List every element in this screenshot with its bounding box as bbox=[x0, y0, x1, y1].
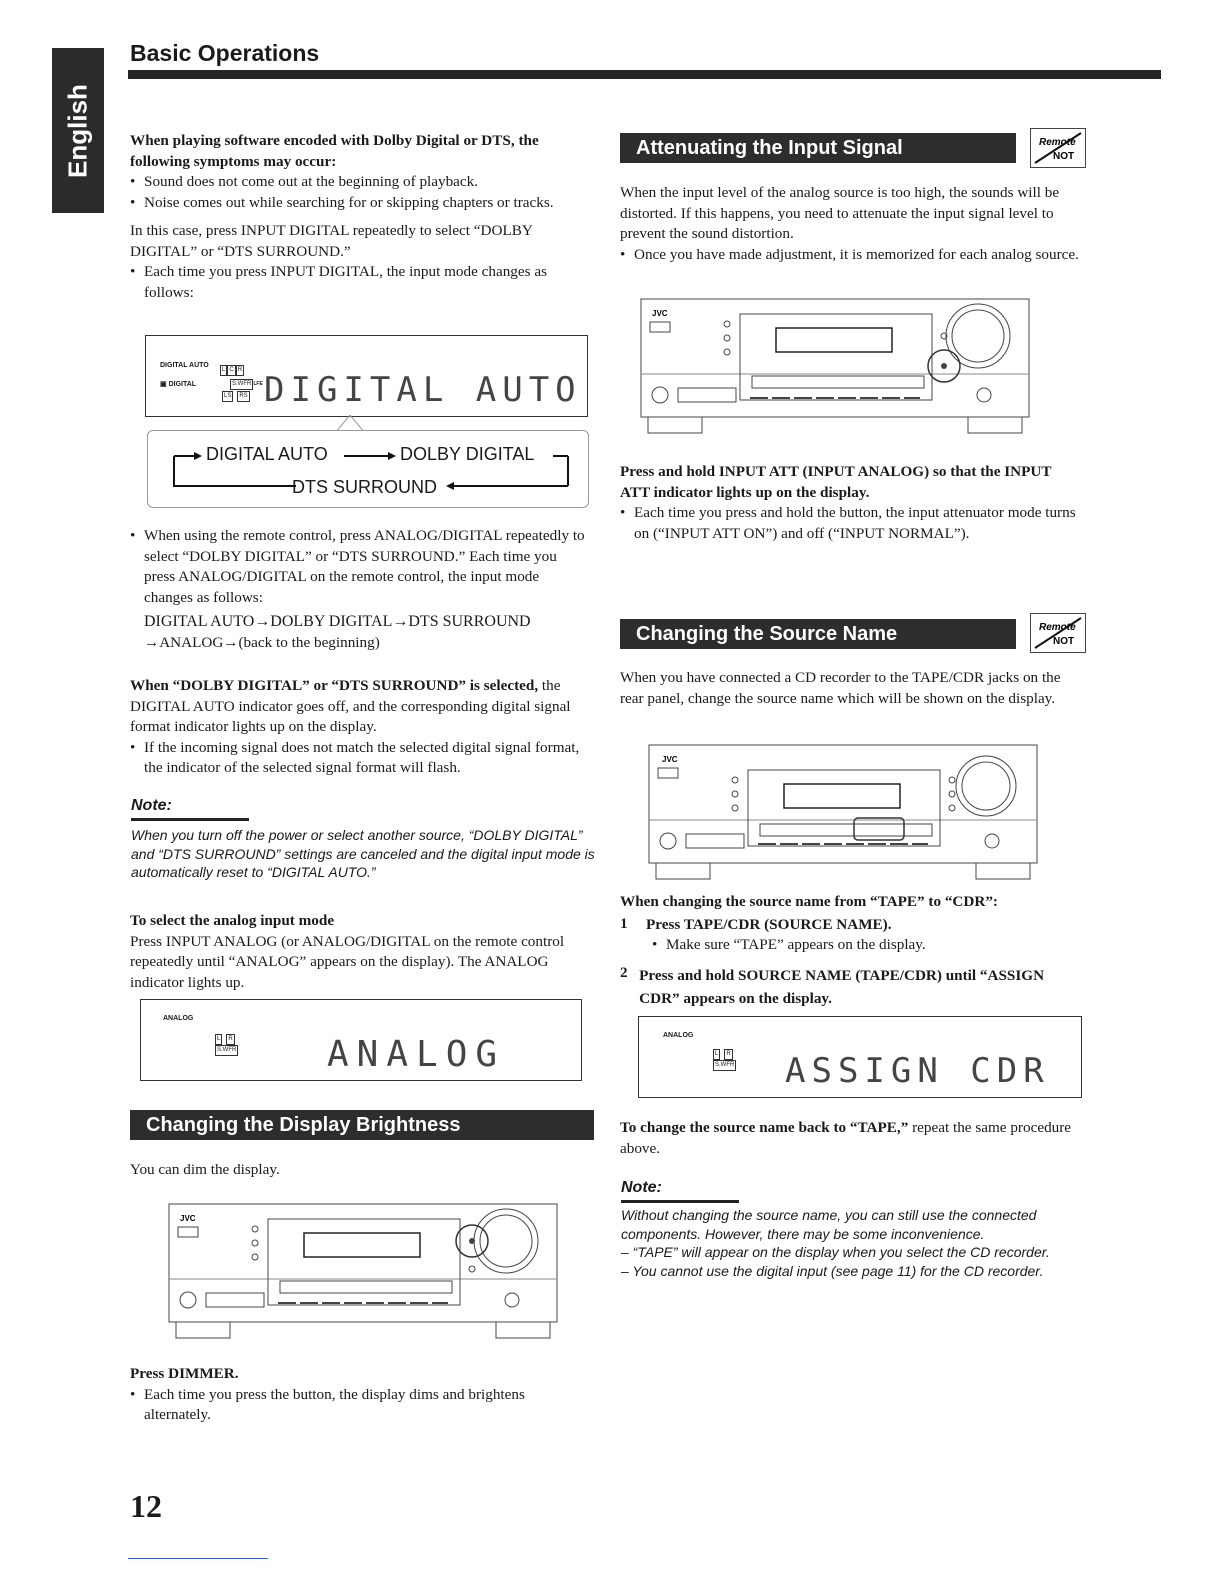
step-2: 2 Press and hold SOURCE NAME (TAPE/CDR) until “ASSIGN CDR” appears on the display. bbox=[620, 964, 1082, 1010]
back-heading: To change the source name back to “TAPE,” bbox=[620, 1119, 909, 1136]
analog-text: Press INPUT ANALOG (or ANALOG/DIGITAL on the remote control repeatedly until “ANALOG” appears on the display). The ANALOG indicator lights up. bbox=[130, 932, 565, 991]
mode-flow-diagram bbox=[147, 430, 589, 508]
note-rule bbox=[621, 1200, 739, 1203]
attenuate-block bbox=[620, 183, 1080, 265]
footer-rule bbox=[128, 1558, 268, 1559]
note-item: – “TAPE” will appear on the display when you select the CD recorder. bbox=[621, 1244, 1050, 1260]
page-title: Basic Operations bbox=[130, 40, 320, 66]
brightness-text: You can dim the display. bbox=[130, 1161, 280, 1178]
list-item: • When using the remote control, press ANALOG/DIGITAL repeatedly to select “DOLBY DIGITAL” or “DTS SURROUND.” Each time you press ANALOG/DIGITAL on the remote control, the input mode changes as follows: bbox=[130, 526, 590, 608]
analog-heading: To select the analog input mode bbox=[130, 912, 335, 929]
remote-crossed-icon bbox=[1031, 614, 1085, 652]
intro-heading: When playing software encoded with Dolby Digital or DTS, the following symptoms may occur: bbox=[130, 132, 539, 170]
receiver-illustration-source-name bbox=[648, 744, 1040, 880]
remote-not-badge bbox=[1030, 613, 1086, 653]
display-text: DIGITAL AUTO bbox=[264, 370, 582, 410]
flow-item-dts-surround: DTS SURROUND bbox=[292, 477, 438, 497]
flow-item-dolby-digital: DOLBY DIGITAL bbox=[400, 444, 535, 464]
instruction-text: In this case, press INPUT DIGITAL repeatedly to select “DOLBY DIGITAL” or “DTS SURROUND.” bbox=[130, 222, 533, 260]
note-text: Without changing the source name, you can still use the connected components. However, there may be some inconvenience. bbox=[621, 1207, 1037, 1242]
section-title-brightness: Changing the Display Brightness bbox=[130, 1110, 594, 1140]
section-title-attenuate: Attenuating the Input Signal bbox=[620, 133, 1016, 163]
channel-indicators: L C R bbox=[220, 358, 244, 376]
note-item: – You cannot use the digital input (see page 11) for the CD recorder. bbox=[621, 1262, 1044, 1279]
svg-text:NOT: NOT bbox=[1053, 636, 1075, 647]
display-assign-cdr: ANALOG L R S.WFR ASSIGN CDR bbox=[638, 1016, 1082, 1098]
brand-logo: JVC bbox=[652, 309, 668, 318]
svg-text:NOT: NOT bbox=[1053, 151, 1075, 162]
source-text: When you have connected a CD recorder to the TAPE/CDR jacks on the rear panel, change the source name which will be shown on the display. bbox=[620, 669, 1061, 707]
receiver-illustration-dimmer bbox=[168, 1203, 560, 1339]
dimmer-heading: Press DIMMER. bbox=[130, 1365, 239, 1382]
list-item: • Noise comes out while searching for or skipping chapters or tracks. bbox=[130, 193, 592, 214]
analog-block bbox=[130, 911, 590, 993]
list-item: • Each time you press and hold the button, the input attenuator mode turns on (“INPUT ATT ON”) and off (“INPUT NORMAL”). bbox=[620, 503, 1080, 544]
display-text: ASSIGN CDR bbox=[785, 1051, 1050, 1091]
remote-sequence-1: DIGITAL AUTO→DOLBY DIGITAL→DTS SURROUND bbox=[144, 613, 531, 630]
display-text: ANALOG bbox=[327, 1034, 506, 1075]
note-text: When you turn off the power or select another source, “DOLBY DIGITAL” and “DTS SURROUND” settings are canceled and the digital input mode is automatically reset to “DIGITAL AUTO.” bbox=[131, 827, 595, 880]
note-block bbox=[621, 1206, 1081, 1280]
page-number: 12 bbox=[130, 1488, 162, 1524]
selected-text: the DIGITAL AUTO indicator goes off, and the corresponding digital signal format indicator lights up on the display. bbox=[130, 677, 571, 735]
back-text: repeat the same procedure above. bbox=[620, 1119, 1072, 1157]
header-rule bbox=[128, 70, 1161, 79]
selected-heading: When “DOLBY DIGITAL” or “DTS SURROUND” is selected, bbox=[130, 677, 539, 694]
list-item: • Once you have made adjustment, it is memorized for each analog source. bbox=[620, 245, 1080, 266]
remote-crossed-icon bbox=[1031, 129, 1085, 167]
language-tab bbox=[52, 48, 104, 213]
change-heading: When changing the source name from “TAPE” to “CDR”: bbox=[620, 893, 998, 910]
brand-logo: JVC bbox=[180, 1214, 196, 1223]
symptom-list bbox=[130, 172, 592, 213]
attenuate-text: When the input level of the analog source is too high, the sounds will be distorted. If this happens, you need to attenuate the input signal level to prevent the sound distortion. bbox=[620, 184, 1060, 242]
att-block bbox=[620, 462, 1080, 544]
note-rule bbox=[131, 818, 249, 821]
remote-not-badge bbox=[1030, 128, 1086, 168]
list-item: • Sound does not come out at the beginning of playback. bbox=[130, 172, 592, 193]
att-heading: Press and hold INPUT ATT (INPUT ANALOG) so that the INPUT ATT indicator lights up on the display. bbox=[620, 463, 1052, 501]
indicator-analog: ANALOG bbox=[663, 1032, 694, 1039]
list-item: • Each time you press the button, the display dims and brightens alternately. bbox=[130, 1385, 590, 1426]
step-1: 1 Press TAPE/CDR (SOURCE NAME). • Make sure “TAPE” appears on the display. bbox=[620, 915, 1082, 956]
dimmer-block bbox=[130, 1364, 590, 1426]
svg-text:Remote: Remote bbox=[1039, 622, 1076, 633]
step-text: Press TAPE/CDR (SOURCE NAME). bbox=[646, 915, 892, 933]
section-title-source-name: Changing the Source Name bbox=[620, 619, 1016, 649]
remote-block bbox=[130, 526, 590, 653]
svg-text:Remote: Remote bbox=[1039, 137, 1076, 148]
step-text: Press and hold SOURCE NAME (TAPE/CDR) until “ASSIGN CDR” appears on the display. bbox=[639, 966, 1045, 1007]
display-digital-auto: DIGITAL AUTO L C R S.WFR LFE ▣ DIGITAL LS RS DIGITAL AUTO bbox=[145, 335, 588, 417]
indicator-analog: ANALOG bbox=[163, 1015, 194, 1022]
note-title: Note: bbox=[621, 1179, 662, 1196]
receiver-illustration-input-att bbox=[640, 298, 1032, 434]
list-item: • If the incoming signal does not match the selected digital signal format, the indicator of the selected signal format will flash. bbox=[130, 738, 590, 779]
flow-item-digital-auto: DIGITAL AUTO bbox=[206, 444, 328, 464]
steps-block bbox=[620, 892, 1082, 1010]
intro-block bbox=[130, 131, 592, 303]
remote-sequence-2: →ANALOG→(back to the beginning) bbox=[144, 633, 380, 651]
indicator-digital-auto: DIGITAL AUTO bbox=[160, 362, 209, 369]
indicator-dolby-digital: ▣ DIGITAL bbox=[160, 381, 197, 388]
instruction-list bbox=[130, 262, 592, 303]
list-item: • Make sure “TAPE” appears on the display. bbox=[652, 935, 926, 956]
language-label: English bbox=[62, 83, 93, 178]
selected-block bbox=[130, 676, 590, 779]
display-analog: ANALOG L R S.WFR ANALOG bbox=[140, 999, 582, 1081]
brand-logo: JVC bbox=[662, 755, 678, 764]
note-title: Note: bbox=[131, 797, 172, 814]
list-item: • Each time you press INPUT DIGITAL, the input mode changes as follows: bbox=[130, 262, 592, 303]
